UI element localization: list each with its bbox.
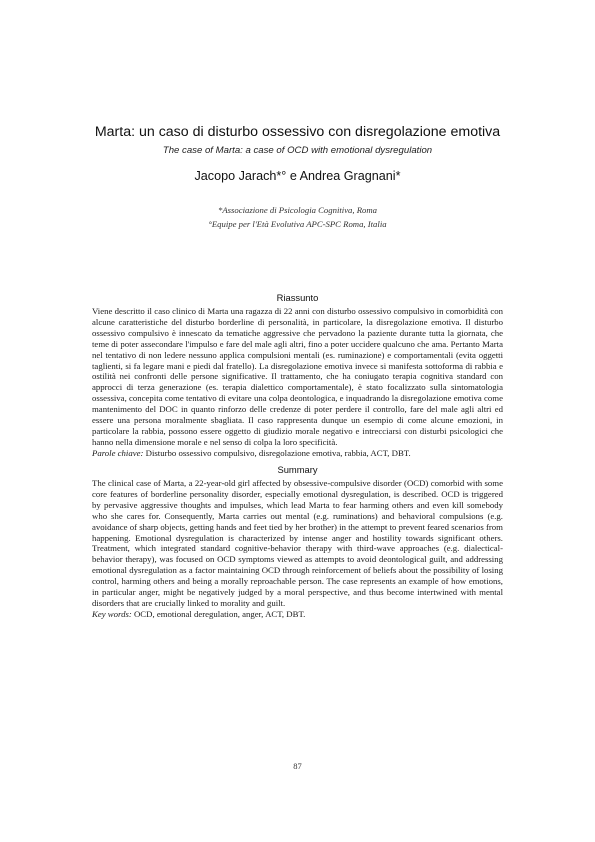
summary-keywords: OCD, emotional deregulation, anger, ACT, DBT. — [131, 608, 306, 619]
riassunto-heading: Riassunto — [276, 292, 319, 303]
affiliation-1: *Associazione di Psicologia Cognitiva, Roma — [217, 205, 378, 215]
summary-heading: Summary — [277, 464, 318, 475]
page-number: 87 — [293, 761, 302, 771]
riassunto-text: Viene descritto il caso clinico di Marta una ragazza di 22 anni con disturbo ossessivo compulsivo in comorbidità con alcune caratteristiche del disturbo borderline di personalità, in particolare, la disregolazione emotiva. Il disturbo ossessivo compulsivo è innescato da tematiche aggressive che pervadono la paziente durante tutta la giornata, che teme di poter assecondare l'impulso e fare del male agli altri, fino a poter uccidere qualcuno che ama. Pertanto Marta nel tentativo di non ledere nessuno applica compulsioni mentali (es. ruminazione) e comportamentali (evita oggetti taglienti, si fa legare mani e piedi dal fratello). La disregolazione emotiva invece si manifesta sottoforma di rabbia e ostilità nei confronti delle persone significative. Il trattamento, che ha coniugato terapia cognitiva standard con approcci di terza generazione (es. terapia dialettico comportamentale), è stato focalizzato sulla sintomatologia ossessiva, concepita come tentativo di evitare una colpa deontologica, e inquadrando la disregolazione emotiva come mantenimento del DOC in quanto rinforzo delle credenze di poter perdere il controllo, fare del male agli altri ed essere una persona moralmente sbagliata. Il caso rappresenta dunque un esempio di come alcune emozioni, in particolare la rabbia, possono essere oggetto di giudizio morale negativo e intrecciarsi con disturbi psicologici che hanno nella dimensione morale e nel senso di colpa la loro specificità. — [92, 306, 503, 447]
summary-keywords-label: Key words: — [92, 608, 132, 619]
summary-body — [92, 478, 503, 620]
riassunto-body — [92, 306, 503, 459]
article-authors: Jacopo Jarach*° e Andrea Gragnani* — [194, 169, 401, 183]
riassunto-keywords-label: Parole chiave: — [92, 447, 144, 458]
riassunto-keywords: Disturbo ossessivo compulsivo, disregolazione emotiva, rabbia, ACT, DBT. — [143, 447, 411, 458]
affiliation-2: °Equipe per l'Età Evolutiva APC-SPC Roma, Italia — [208, 219, 387, 229]
summary-text: The clinical case of Marta, a 22-year-old girl affected by obsessive-compulsive disorder (OCD) comorbid with some core features of borderline personality disorder, especially emotional dysregulation, is described. OCD is triggered by pervasive aggressive thoughts and impulses, which lead Marta to fear harming others and even kill somebody who she cares for. Consequently, Marta carries out mental (e.g. ruminations) and behavioral compulsions (e.g. avoidance of sharp objects, getting hands and feet tied by her brother) in the attempt to prevent feared scenarios from happening. Emotional dysregulation is characterized by intense anger and hostility towards significant others. Treatment, which integrated standard cognitive-behavior therapy with third-wave approaches (e.g. dialectical-behavior therapy), was focused on OCD symptoms viewed as attempts to avoid deontological guilt, and addressing emotional dysregulation as a factor maintaining OCD through reinforcement of beliefs about the possibility of losing control, harming others and being a morally reproachable person. The case represents an example of how emotions, in particular anger, might be negatively judged by a moral perspective, and thus become intertwined with mental disorders that are crucially linked to morality and guilt. — [92, 478, 503, 608]
article-title: Marta: un caso di disturbo ossessivo con disregolazione emotiva — [94, 124, 501, 140]
article-subtitle: The case of Marta: a case of OCD with emotional dysregulation — [162, 145, 433, 156]
